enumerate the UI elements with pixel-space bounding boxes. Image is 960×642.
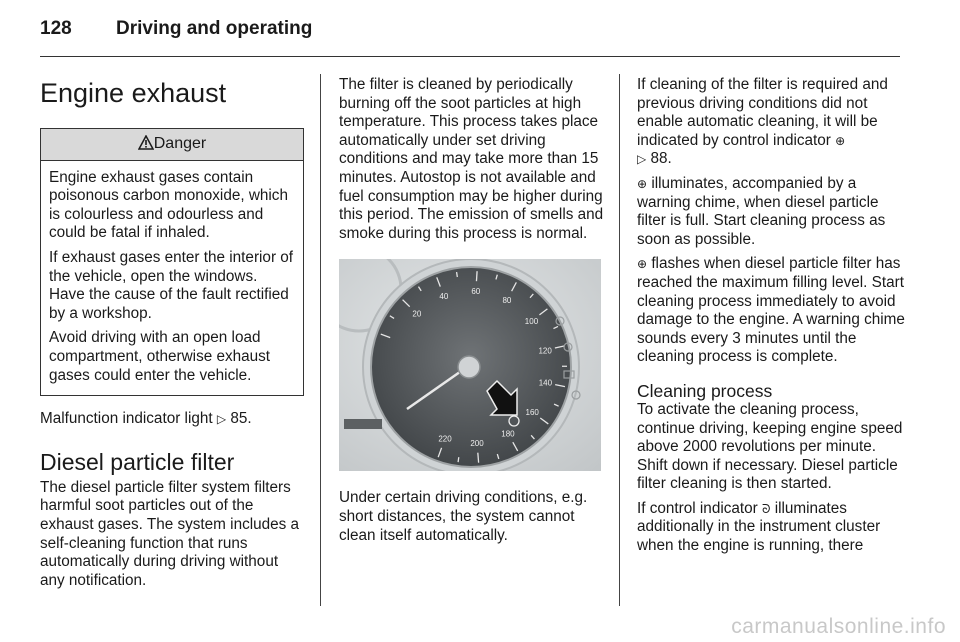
page-ref-link[interactable]: 85. (230, 410, 252, 428)
illuminates-paragraph: ⊕ illuminates, accompanied by a warning chime, when diesel particle filter is full. Start cleaning process as soon as possible. (637, 174, 886, 248)
column-divider (320, 74, 321, 606)
danger-header (41, 129, 303, 161)
speedometer-illustration (339, 259, 601, 471)
particle-filter-icon: ⊕ (637, 176, 648, 191)
warning-triangle-icon (138, 135, 154, 150)
gauge-tick-label: 160 (525, 408, 539, 418)
gauge-tick-label: 140 (538, 378, 553, 388)
section-heading: Diesel particle filter (40, 448, 235, 475)
gauge-tick-label: 80 (502, 296, 512, 306)
column-3 (637, 76, 905, 562)
gauge-tick-label: 60 (471, 287, 481, 297)
danger-box (40, 128, 304, 396)
subsection-heading: Cleaning process (637, 380, 773, 401)
short-distance-paragraph: Under certain driving conditions, e.g. short distances, the system cannot clean itself automatically. (339, 489, 588, 544)
odometer-display (344, 419, 382, 429)
page-header (40, 18, 312, 40)
speedometer-figure (339, 259, 601, 471)
danger-paragraph: Avoid driving with an open load compartment, otherwise exhaust gases could enter the vehicle. (49, 329, 271, 384)
gauge-tick-label: 120 (538, 346, 552, 356)
section-title: Driving and operating (116, 18, 313, 39)
danger-body (41, 161, 303, 396)
malfunction-reference: Malfunction indicator light ▷ 85. (40, 410, 252, 428)
particle-filter-icon: ⊕ (637, 257, 648, 272)
column-divider (619, 74, 620, 606)
page-ref-link[interactable]: 88. (650, 150, 672, 168)
gauge-tick-label: 20 (412, 310, 422, 320)
gauge-tick (457, 272, 458, 277)
gauge-tick (478, 453, 479, 463)
gauge-tick-label: 100 (524, 317, 539, 327)
gauge-tick (476, 272, 477, 282)
gauge-tick-label: 220 (438, 434, 452, 444)
column-2 (339, 76, 605, 551)
watermark: carmanualsonline.info (731, 615, 946, 638)
intro-paragraph: The diesel particle filter system filters harmful soot particles out of the exhaust gases. The system includes a self-cleaning function that runs automatically during driving without any notification. (40, 478, 300, 589)
gauge-tick-label: 40 (439, 292, 449, 302)
page-ref-icon: ▷ (216, 412, 227, 427)
gauge-tick-label: 180 (501, 429, 515, 439)
page-number: 128 (40, 18, 72, 39)
gauge-tick (458, 458, 459, 463)
cleaning-process-paragraph: To activate the cleaning process, continue driving, keeping engine speed above 2000 revolutions per minute. Shift down if necessary. Diesel particle filter cleaning is then started. (637, 400, 903, 493)
gauge-tick-label: 200 (470, 439, 484, 449)
danger-heading: Danger (153, 135, 207, 152)
glow-plug-icon: ᘐ (761, 501, 771, 516)
page-title: Engine exhaust (40, 78, 227, 108)
column-1 (40, 76, 304, 596)
header-rule (40, 56, 900, 57)
control-indicator-paragraph: If control indicator ᘐ illuminates additionally in the instrument cluster when the engine is running, there (637, 499, 881, 555)
indicator-paragraph: If cleaning of the filter is required and previous driving conditions did not enable automatic cleaning, it will be indicated by control indicator ⊕ ▷ 88. (637, 76, 888, 168)
danger-paragraph: If exhaust gases enter the interior of the vehicle, open the windows. Have the cause of the fault rectified by a workshop. (49, 248, 294, 322)
flashes-paragraph: ⊕ flashes when diesel particle filter has reached the maximum filling level. Start cleaning process immediately to avoid damage to the engine. A warning chime sounds every 3 minutes until the cleaning process is complete. (637, 255, 905, 366)
filter-cleaning-paragraph: The filter is cleaned by periodically burning off the soot particles at high temperature. This process takes place automatically under set driving conditions and may take more than 15 minutes. Autostop is not available and fuel consumption may be higher during this period. The emission of smells and smoke during this process is normal. (339, 76, 604, 242)
particle-filter-icon: ⊕ (835, 133, 846, 148)
danger-paragraph: Engine exhaust gases contain poisonous carbon monoxide, which is colourless and odourless and could be fatal if inhaled. (49, 168, 288, 242)
page-ref-icon: ▷ (637, 152, 647, 167)
